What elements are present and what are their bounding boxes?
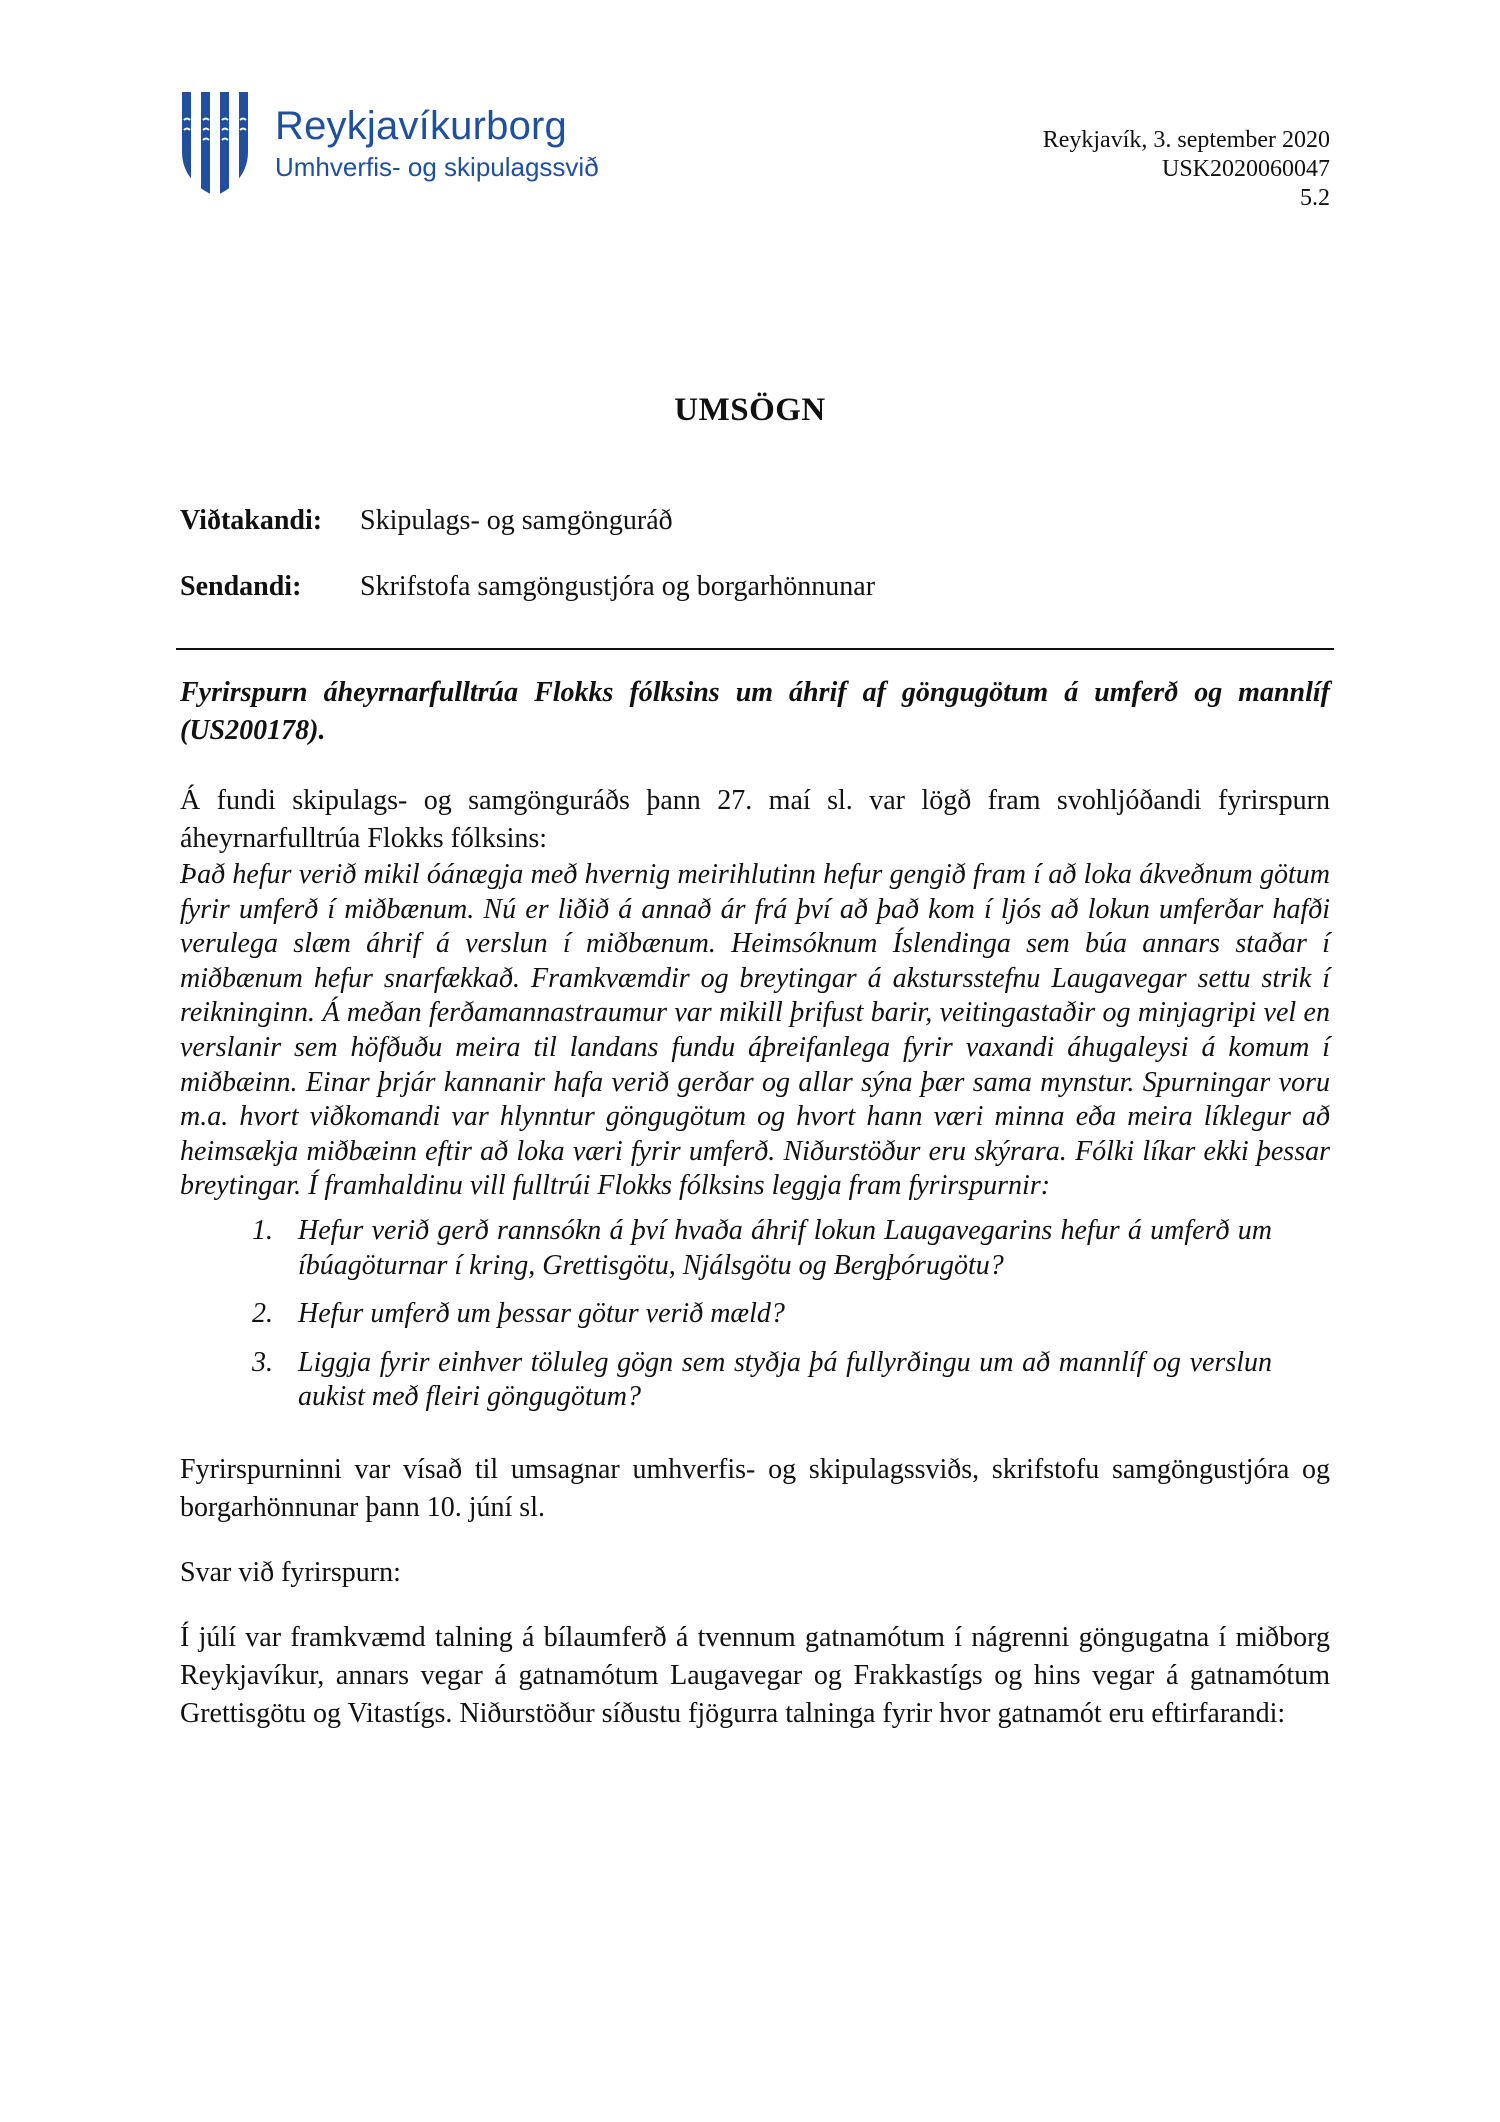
organization-name: Reykjavíkurborg: [275, 104, 568, 148]
place-date: Reykjavík, 3. september 2020: [1042, 127, 1330, 153]
sender-row: [180, 571, 875, 603]
document-title: UMSÖGN: [674, 392, 826, 428]
question-list: [252, 1214, 1272, 1415]
list-item: 2. Hefur umferð um þessar götur verið mæld?: [252, 1298, 785, 1330]
sender-value: Skrifstofa samgöngustjóra og borgarhönnunar: [360, 571, 876, 602]
organization-division: Umhverfis- og skipulagssvið: [275, 152, 599, 182]
horizontal-divider: [176, 648, 1334, 650]
intro-paragraph: Á fundi skipulags- og samgönguráðs þann 27. maí sl. var lögð fram svohljóðandi fyrirspurn áheyrnarfulltrúa Flokks fólksins:: [180, 785, 1330, 854]
subject-heading: Fyrirspurn áheyrnarfulltrúa Flokks fólksins um áhrif af göngugötum á umferð og mannlíf (US200178).: [180, 677, 1330, 746]
answer-paragraph: Í júlí var framkvæmd talning á bílaumferð á tvennum gatnamótum í nágrenni göngugatna í miðborg Reykjavíkur, annars vegar á gatnamótum Laugavegar og Frakkastígs og hins vegar á gatnamótum Grettisgötu og Vitastígs. Niðurstöður síðustu fjögurra talninga fyrir hvor gatnamót eru eftirfarandi:: [180, 1621, 1330, 1729]
item-number: 5.2: [1300, 185, 1330, 211]
recipient-value: Skipulags- og samgönguráð: [360, 505, 673, 536]
list-item: 1. Hefur verið gerð rannsókn á því hvaða áhrif lokun Laugavegarins hefur á umferð um íbúagöturnar í kring, Grettisgötu, Njálsgötu og Bergþórugötu?: [252, 1214, 1272, 1281]
reykjavik-coat-of-arms-icon: [180, 90, 250, 198]
list-item: 3. Liggja fyrir einhver töluleg gögn sem styðja þá fullyrðingu um að mannlíf og verslun aukist með fleiri göngugötum?: [252, 1346, 1272, 1413]
quoted-inquiry: Það hefur verið mikil óánægja með hvernig meirihlutinn hefur gengið fram í að loka ákveðnum götum fyrir umferð í miðbænum. Nú er liðið á annað ár frá því að það kom í ljós að lokun umferðar hafði verulega slæm áhrif á verslun í miðbænum. Heimsóknum Íslendinga sem búa annars staðar í miðbænum hefur snarfækkað. Framkvæmdir og breytingar á akstursstefnu Laugavegar settu strik í reikninginn. Á meðan ferðamannastraumur var mikill þrifust barir, veitingastaðir og minjagripi vel en verslanir sem höfðuðu meira til landans fundu áþreifanlega fyrir vaxandi áhugaleysi á komum í miðbæinn. Einar þrjár kannanir hafa verið gerðar og allar sýna þær sama mynstur. Spurningar voru m.a. hvort viðkomandi var hlynntur göngugötum og hvort hann væri minna eða meira líklegur að heimsækja miðbæinn eftir að loka væri fyrir umferð. Niðurstöður eru skýrara. Fólki líkar ekki þessar breytingar. Í framhaldinu vill fulltrúi Flokks fólksins leggja fram fyrirspurnir:: [180, 859, 1330, 1202]
referral-paragraph: Fyrirspurninni var vísað til umsagnar umhverfis- og skipulagssviðs, skrifstofu samgöngustjóra og borgarhönnunar þann 10. júní sl.: [180, 1453, 1330, 1523]
reference-block: [1043, 126, 1330, 213]
document-body: [180, 674, 1330, 1733]
case-number: USK2020060047: [1161, 156, 1330, 182]
sender-label: Sendandi:: [180, 571, 302, 602]
recipient-label: Viðtakandi:: [180, 505, 323, 536]
recipient-row: [180, 505, 673, 537]
answer-heading: Svar við fyrirspurn:: [180, 1556, 401, 1588]
organization-logo: [180, 90, 620, 200]
